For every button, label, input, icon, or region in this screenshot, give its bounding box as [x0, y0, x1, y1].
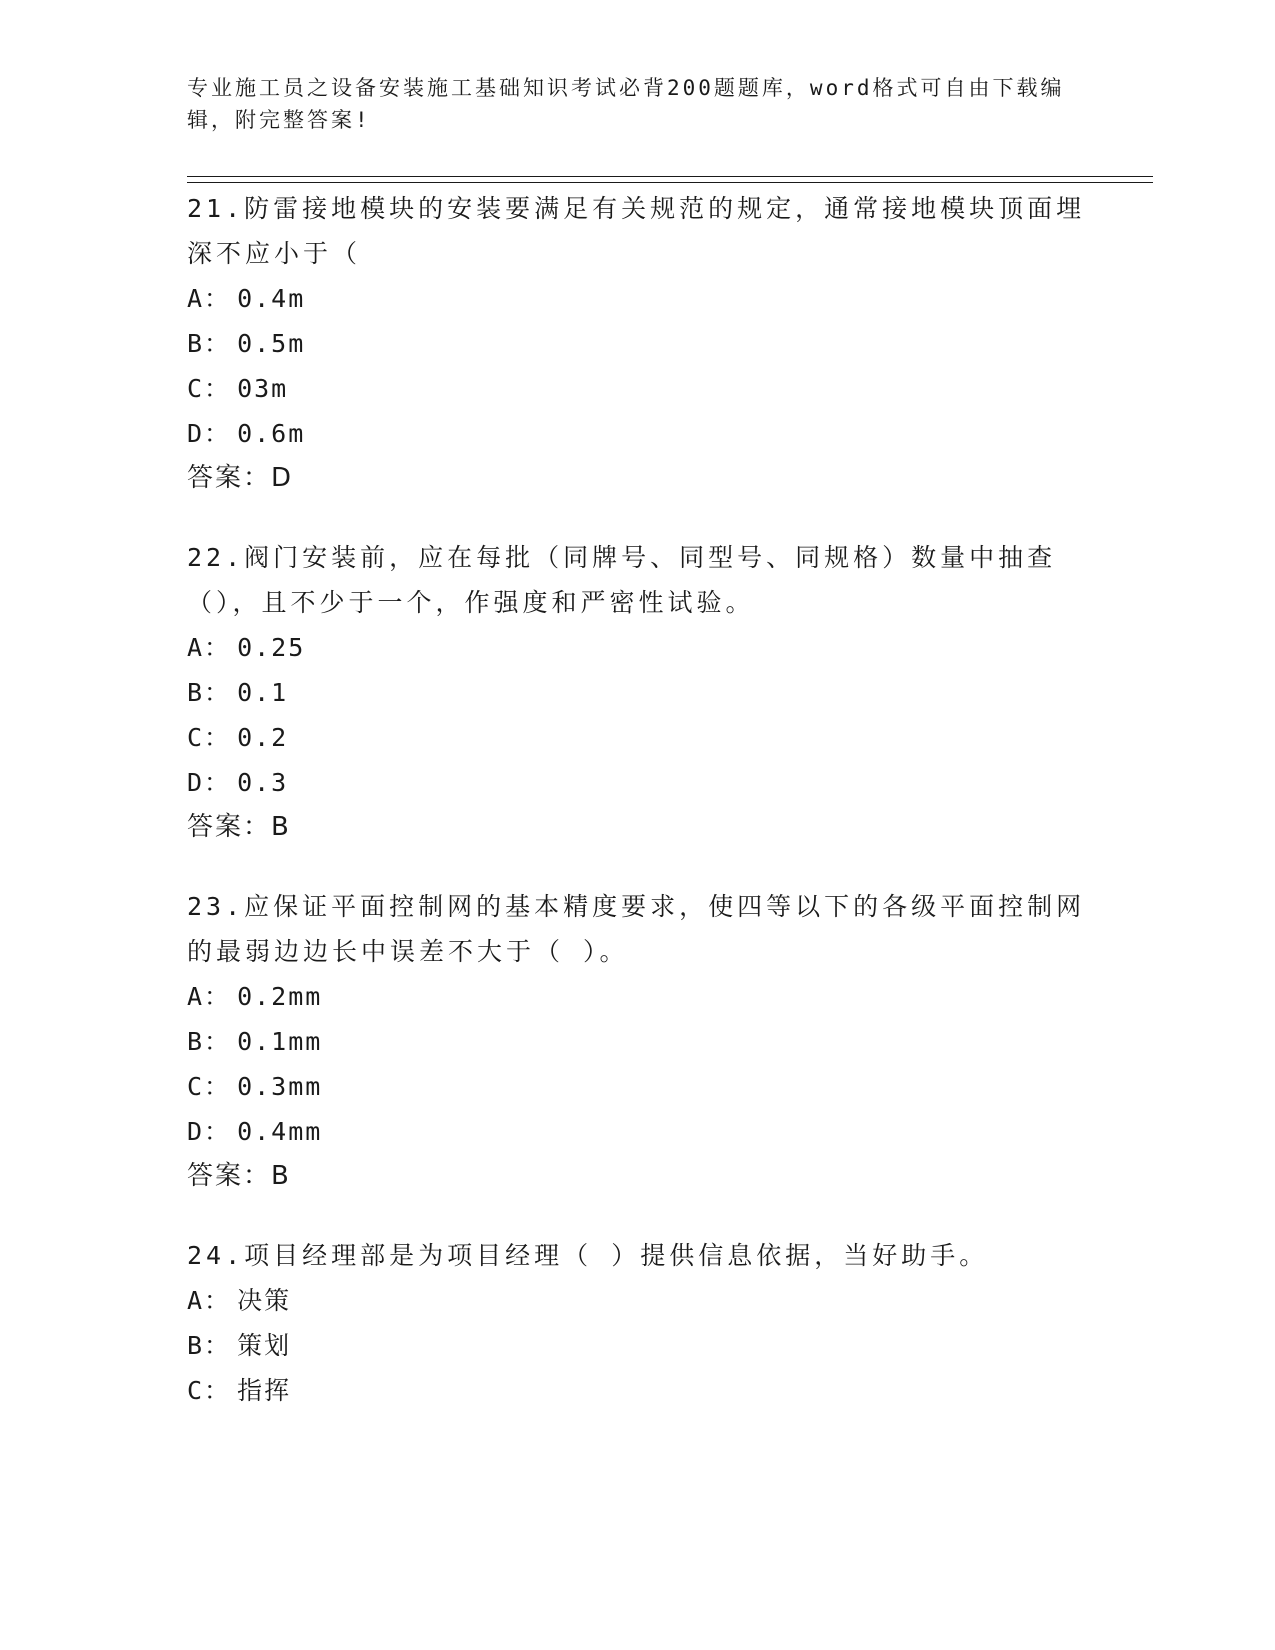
option-a [187, 625, 1087, 670]
option-b [187, 321, 1087, 366]
question-23 [187, 884, 1087, 1199]
answer-value: B [271, 812, 291, 842]
answer-label: 答案： [187, 812, 272, 842]
option-text: 0.2 [237, 723, 289, 752]
option-text: 决策 [237, 1286, 292, 1315]
option-text: 0.3mm [237, 1072, 323, 1101]
answer-label: 答案： [187, 463, 272, 493]
answer-line [187, 805, 1087, 850]
option-d [187, 760, 1087, 805]
option-text: 0.1 [237, 678, 289, 707]
question-22 [187, 535, 1087, 850]
option-letter: A： [187, 982, 232, 1011]
answer-line [187, 456, 1087, 501]
option-letter: A： [187, 1286, 232, 1315]
option-letter: D： [187, 419, 232, 448]
option-d [187, 411, 1087, 456]
question-21 [187, 186, 1087, 501]
option-a [187, 276, 1087, 321]
answer-label: 答案： [187, 1161, 272, 1191]
option-c [187, 715, 1087, 760]
option-letter: A： [187, 633, 232, 662]
document-header: 专业施工员之设备安装施工基础知识考试必背200题题库，word格式可自由下载编辑，附完整答案! [187, 76, 1065, 132]
question-stem: 21.防雷接地模块的安装要满足有关规范的规定，通常接地模块顶面埋深不应小于（ [187, 194, 1086, 268]
option-text: 03m [237, 374, 289, 403]
question-stem: 22.阀门安装前，应在每批（同牌号、同型号、同规格）数量中抽查（），且不少于一个，作强度和严密性试验。 [187, 543, 1057, 617]
answer-value: B [271, 1161, 291, 1191]
option-letter: D： [187, 1117, 232, 1146]
option-b [187, 670, 1087, 715]
option-letter: D： [187, 768, 232, 797]
header-divider-bottom [187, 182, 1153, 183]
header-divider-top [187, 176, 1153, 177]
option-letter: B： [187, 1027, 232, 1056]
option-letter: B： [187, 1331, 232, 1360]
option-text: 指挥 [237, 1376, 292, 1405]
option-letter: A： [187, 284, 232, 313]
option-b [187, 1323, 1087, 1368]
answer-line [187, 1154, 1087, 1199]
option-text: 0.4m [237, 284, 306, 313]
answer-value: D [271, 463, 294, 493]
option-text: 0.3 [237, 768, 289, 797]
option-text: 0.1mm [237, 1027, 323, 1056]
option-b [187, 1019, 1087, 1064]
question-24 [187, 1233, 1087, 1413]
option-text: 0.2mm [237, 982, 323, 1011]
option-c [187, 366, 1087, 411]
option-letter: C： [187, 1072, 232, 1101]
option-c [187, 1064, 1087, 1109]
option-text: 0.4mm [237, 1117, 323, 1146]
option-letter: C： [187, 1376, 232, 1405]
option-c [187, 1368, 1087, 1413]
question-stem: 24.项目经理部是为项目经理（ ）提供信息依据，当好助手。 [187, 1241, 989, 1270]
option-letter: B： [187, 329, 232, 358]
option-letter: C： [187, 723, 232, 752]
option-text: 0.25 [237, 633, 306, 662]
option-a [187, 1278, 1087, 1323]
option-letter: B： [187, 678, 232, 707]
question-stem: 23.应保证平面控制网的基本精度要求，使四等以下的各级平面控制网的最弱边边长中误差不大于（ ）。 [187, 892, 1086, 966]
option-text: 0.6m [237, 419, 306, 448]
option-text: 0.5m [237, 329, 306, 358]
option-letter: C： [187, 374, 232, 403]
option-text: 策划 [237, 1331, 292, 1360]
option-a [187, 974, 1087, 1019]
option-d [187, 1109, 1087, 1154]
